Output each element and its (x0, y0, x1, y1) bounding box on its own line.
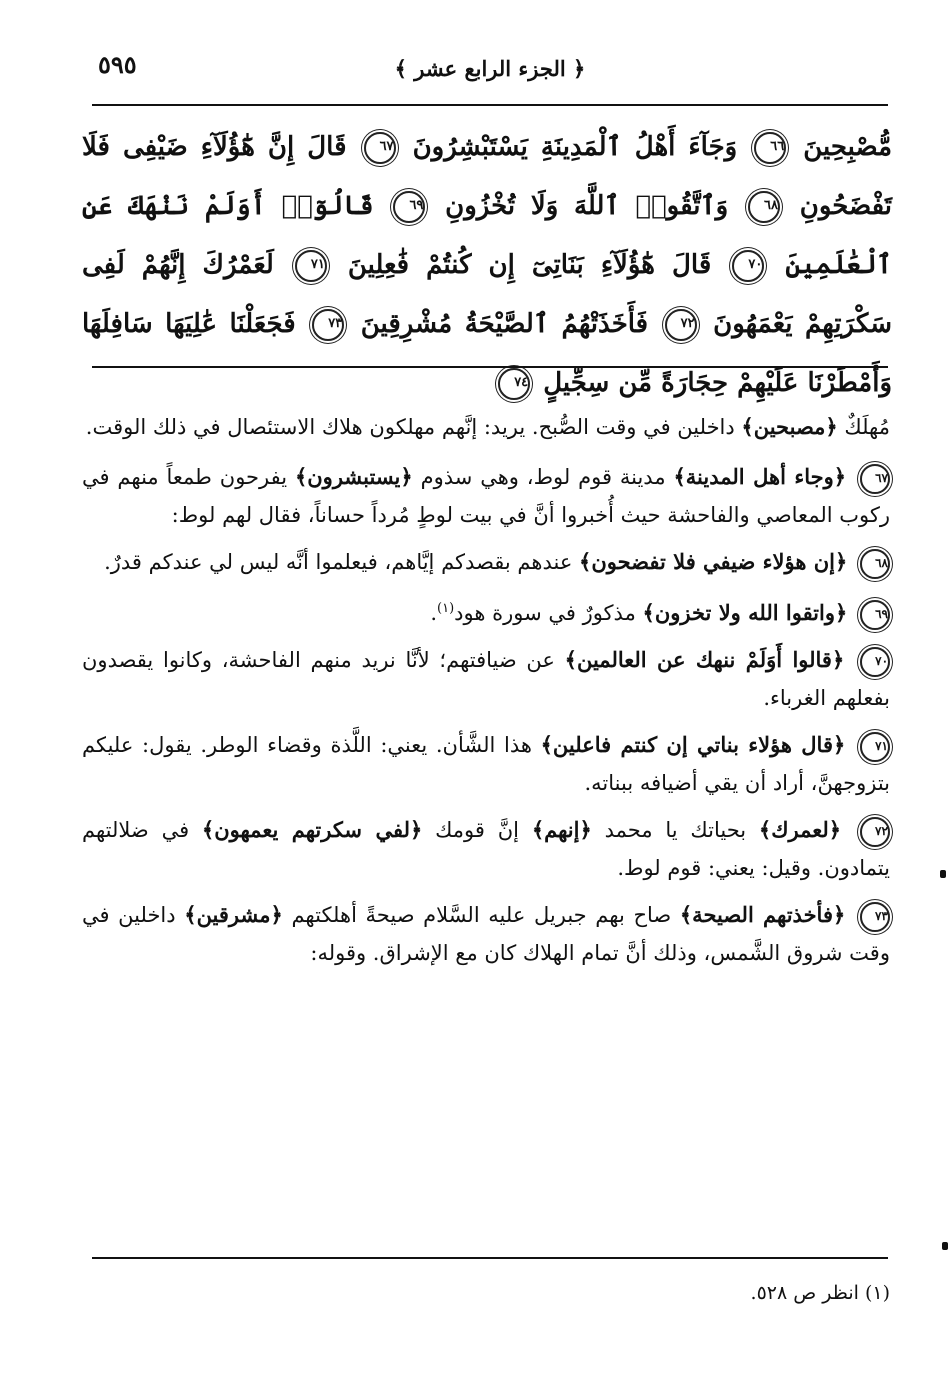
page-header (90, 44, 890, 94)
verse-number-badge: ٦٧ (860, 464, 890, 494)
commentary-text: إنَّ قومك (435, 818, 520, 842)
footnote-marker: (١) (864, 1282, 890, 1304)
verse-text: وَجَآءَ أَهْلُ ٱلْمَدِينَةِ يَسْتَبْشِرُونَ (412, 132, 738, 162)
commentary-text: صاح بهم جبريل عليه السَّلام صيحةً أهلكتهم (291, 903, 672, 927)
commentary-entry (82, 896, 890, 972)
commentary-text: مدينة قوم لوط، وهي سذوم (420, 465, 666, 489)
section-rule (92, 366, 888, 368)
quoted-phrase: ﴿إنهم﴾ (531, 817, 592, 842)
quoted-phrase: ﴿مشرقين﴾ (184, 902, 283, 927)
verse-number-badge: ٦٨ (860, 549, 890, 579)
commentary-text: عندهم بقصدكم إيَّاهم، فيعلموا أنَّه ليس لي عندكم قدرٌ. (104, 550, 573, 574)
verse-text: لَعَمْرُكَ إِنَّهُمْ لَفِى سَكْرَتِهِمْ يَعْمَهُونَ (82, 250, 892, 339)
footnote-rule (92, 1257, 888, 1259)
quoted-phrase: ﴿قالوا أَوَلَمْ ننهك عن العالمين﴾ (564, 647, 845, 672)
commentary-entry (82, 543, 890, 581)
verse-number-marker: ٦٨ (748, 191, 780, 223)
verse-number-marker: ٧١ (295, 250, 327, 282)
commentary-entry (82, 590, 890, 632)
verse-number-badge: ٧١ (860, 732, 890, 762)
running-title: ﴿ الجزء الرابع عشر ﴾ (394, 56, 586, 81)
commentary-text: داخلين في وقت الصُّبح. يريد: إنَّهم مهلكون هلاك الاستئصال في ذلك الوقت. (85, 415, 735, 439)
verse-text: قَالَ هَٰٓؤُلَآءِ بَنَاتِىٓ إِن كُنتُمْ فَٰعِلِينَ (347, 250, 712, 280)
commentary-text: بحياتك يا محمد (604, 818, 747, 842)
verse-number-marker: ٧٢ (665, 309, 697, 341)
verse-text: وَٱتَّقُوا۟ ٱللَّهَ وَلَا تُخْزُونِ (445, 191, 729, 221)
verse-number-marker: ٦٦ (754, 132, 786, 164)
quoted-phrase: ﴿يستبشرون﴾ (294, 464, 413, 489)
verse-number-badge: ٧٣ (860, 902, 890, 932)
commentary-text: يفرحون طمعاً منهم في ركوب المعاصي والفاحشة حيث أُخبروا أنَّ في بيت لوطٍ مُرداً حساناً، فقال لهم لوط: (82, 465, 890, 527)
commentary-entry (82, 458, 890, 534)
scan-mark (940, 870, 946, 878)
quoted-phrase: ﴿لعمرك﴾ (758, 817, 842, 842)
verse-number-badge: ٦٩ (860, 600, 890, 630)
verse-number-marker: ٦٧ (364, 132, 396, 164)
commentary-entry (82, 726, 890, 802)
quoted-phrase: ﴿إن هؤلاء ضيفي فلا تفضحون﴾ (579, 549, 848, 574)
verse-number-marker: ٧٤ (498, 368, 530, 400)
commentary-block (82, 408, 890, 981)
commentary-text: . (430, 601, 437, 625)
verse-text: فَأَخَذَتْهُمُ ٱلصَّيْحَةُ مُشْرِقِينَ (360, 309, 649, 339)
verse-text: مُّصْبِحِينَ (803, 132, 893, 162)
verse-text: قَالُوٓا۟ أَوَلَمْ نَنْهَكَ عَنِ ٱلْعَٰلَمِينَ (82, 191, 892, 280)
commentary-text: عن ضيافتهم؛ لأنَّا نريد منهم الفاحشة، وكانوا يقصدون بفعلهم الغرباء. (82, 648, 890, 710)
commentary-entry (82, 408, 890, 446)
commentary-text: هذا الشَّأن. يعني: اللَّذة وقضاء الوطر. يقول: عليكم بتزوجهنَّ، أراد أن يقي أضيافه ببناته. (82, 733, 890, 795)
quoted-phrase: ﴿وجاء أهل المدينة﴾ (673, 464, 847, 489)
verse-number-marker: ٧٠ (732, 250, 764, 282)
quoted-phrase: ﴿مصبحين﴾ (741, 414, 838, 439)
commentary-entry (82, 641, 890, 717)
footnote-reference[interactable]: (١) (437, 601, 455, 616)
commentary-text: في ضلالتهم يتمادون. وقيل: يعني: قوم لوط. (82, 818, 890, 880)
footnote (82, 1282, 890, 1304)
commentary-text: داخلين في وقت شروق الشَّمس، وذلك أنَّ تمام الهلاك كان مع الإشراق. وقوله: (82, 903, 890, 965)
commentary-entry (82, 811, 890, 887)
verse-number-marker: ٧٣ (312, 309, 344, 341)
scan-mark (942, 1242, 948, 1250)
commentary-text: مُهلَكٌ (844, 415, 890, 439)
quoted-phrase: ﴿فأخذتهم الصيحة﴾ (679, 902, 846, 927)
verse-number-badge: ٧٠ (860, 647, 890, 677)
verse-text: قَالَ إِنَّ هَٰٓؤُلَآءِ ضَيْفِى فَلَا تَفْضَحُونِ (82, 132, 892, 221)
commentary-text: مذكورٌ في سورة هود (454, 601, 636, 625)
verse-number-marker: ٦٩ (393, 191, 425, 223)
page-number: ٥٩٥ (98, 50, 137, 79)
verse-text: فَجَعَلْنَا عَٰلِيَهَا سَافِلَهَا وَأَمْطَرْنَا عَلَيْهِمْ حِجَارَةً مِّن سِجِّيلٍ (82, 309, 892, 398)
quoted-phrase: ﴿واتقوا الله ولا تخزون﴾ (642, 600, 848, 625)
header-rule (92, 104, 888, 106)
footnote-text: انظر ص ٥٢٨. (750, 1282, 859, 1304)
quran-text-block (82, 118, 893, 398)
quoted-phrase: ﴿قال هؤلاء بناتي إن كنتم فاعلين﴾ (540, 732, 846, 757)
quoted-phrase: ﴿لفي سكرتهم يعمهون﴾ (201, 817, 423, 842)
verse-number-badge: ٧٢ (860, 817, 890, 847)
